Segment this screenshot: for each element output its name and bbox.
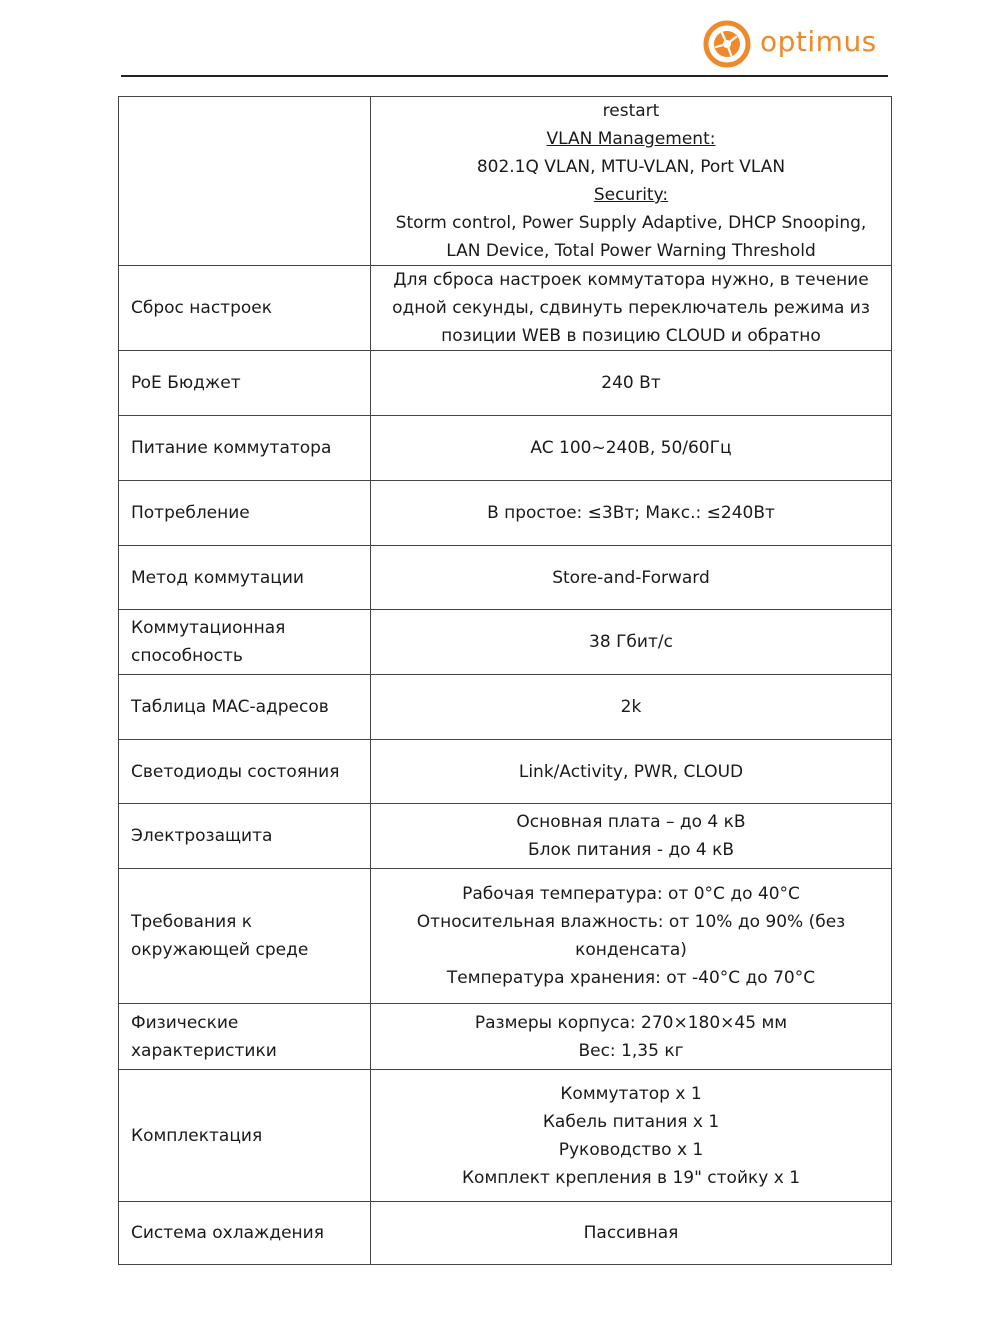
table-row	[119, 675, 892, 740]
spec-label: Светодиоды состояния	[119, 740, 371, 804]
spec-value-line: Основная плата – до 4 кВ	[516, 812, 746, 832]
spec-value-line: Руководство x 1	[558, 1139, 704, 1160]
spec-label-line: характеристики	[131, 1040, 277, 1061]
spec-value-line: Кабель питания x 1	[542, 1111, 720, 1132]
table-row	[119, 546, 892, 610]
spec-label	[119, 97, 371, 266]
table-row	[119, 1070, 892, 1202]
spec-value: AC 100~240В, 50/60Гц	[371, 416, 892, 481]
spec-value-line: Для сброса настроек коммутатора нужно, в течение	[393, 270, 869, 290]
spec-value	[371, 1004, 892, 1070]
spec-label: Питание коммутатора	[119, 416, 371, 481]
brand-logo	[702, 18, 877, 70]
spec-value: 2k	[371, 675, 892, 740]
table-row	[119, 481, 892, 546]
table-row	[119, 97, 892, 266]
table-row	[119, 610, 892, 675]
spec-value	[371, 804, 892, 869]
spec-label: Метод коммутации	[119, 546, 371, 610]
table-row	[119, 740, 892, 804]
spec-value: 38 Гбит/с	[371, 610, 892, 675]
spec-value-line: Вес: 1,35 кг	[578, 1040, 684, 1061]
spec-label: PoE Бюджет	[119, 351, 371, 416]
spec-value-line: Коммутатор x 1	[560, 1083, 702, 1104]
table-row	[119, 869, 892, 1004]
security-heading: Security:	[593, 185, 669, 205]
spec-value: Пассивная	[371, 1202, 892, 1265]
spec-table	[118, 96, 892, 1265]
spec-value-line: конденсата)	[575, 940, 687, 960]
spec-value: Store-and-Forward	[371, 546, 892, 610]
spec-value-line: Блок питания - до 4 кВ	[527, 840, 735, 860]
brand-name: optimus	[760, 25, 877, 58]
spec-label-line: окружающей среде	[131, 940, 309, 960]
spec-value-line: 802.1Q VLAN, MTU-VLAN, Port VLAN	[476, 157, 786, 177]
vlan-heading: VLAN Management:	[546, 129, 716, 149]
optimus-aperture-logo-icon	[702, 19, 752, 69]
spec-label-line: Коммутационная	[131, 618, 286, 638]
table-row	[119, 1004, 892, 1070]
spec-value: В простое: ≤3Вт; Макс.: ≤240Вт	[371, 481, 892, 546]
spec-label-line: Требования к	[131, 912, 253, 932]
spec-value-line: Комплект крепления в 19" стойку x 1	[461, 1167, 801, 1188]
spec-label-line: Физические	[131, 1012, 239, 1033]
spec-value-line: Относительная влажность: от 10% до 90% (без	[416, 912, 846, 932]
spec-label: Комплектация	[119, 1070, 371, 1202]
spec-value-line: LAN Device, Total Power Warning Threshold	[446, 241, 816, 261]
spec-value-line: Размеры корпуса: 270×180×45 мм	[474, 1012, 788, 1033]
table-row	[119, 266, 892, 351]
spec-value: 240 Вт	[371, 351, 892, 416]
spec-value	[371, 266, 892, 351]
table-row	[119, 416, 892, 481]
spec-label: Таблица MAC-адресов	[119, 675, 371, 740]
spec-value	[371, 97, 892, 266]
table-row	[119, 351, 892, 416]
spec-value	[371, 869, 892, 1004]
spec-value: Link/Activity, PWR, CLOUD	[371, 740, 892, 804]
spec-value-line: Рабочая температура: от 0°C до 40°C	[462, 884, 800, 904]
table-row	[119, 804, 892, 869]
spec-value-line: Температура хранения: от -40°C до 70°C	[446, 968, 816, 988]
table-row	[119, 1202, 892, 1265]
spec-value-line: позиции WEB в позицию CLOUD и обратно	[441, 326, 821, 346]
spec-value-line: одной секунды, сдвинуть переключатель режима из	[392, 298, 870, 318]
spec-label: Потребление	[119, 481, 371, 546]
spec-label: Система охлаждения	[119, 1202, 371, 1265]
spec-label: Электрозащита	[119, 804, 371, 869]
spec-label-line: способность	[131, 646, 243, 666]
spec-value-line: Storm control, Power Supply Adaptive, DHCP Snooping,	[395, 213, 867, 233]
header-divider	[121, 75, 888, 77]
spec-value	[371, 1070, 892, 1202]
spec-label	[119, 869, 371, 1004]
spec-label: Сброс настроек	[119, 266, 371, 351]
spec-label	[119, 1004, 371, 1070]
spec-value-line: restart	[602, 101, 660, 121]
spec-label	[119, 610, 371, 675]
